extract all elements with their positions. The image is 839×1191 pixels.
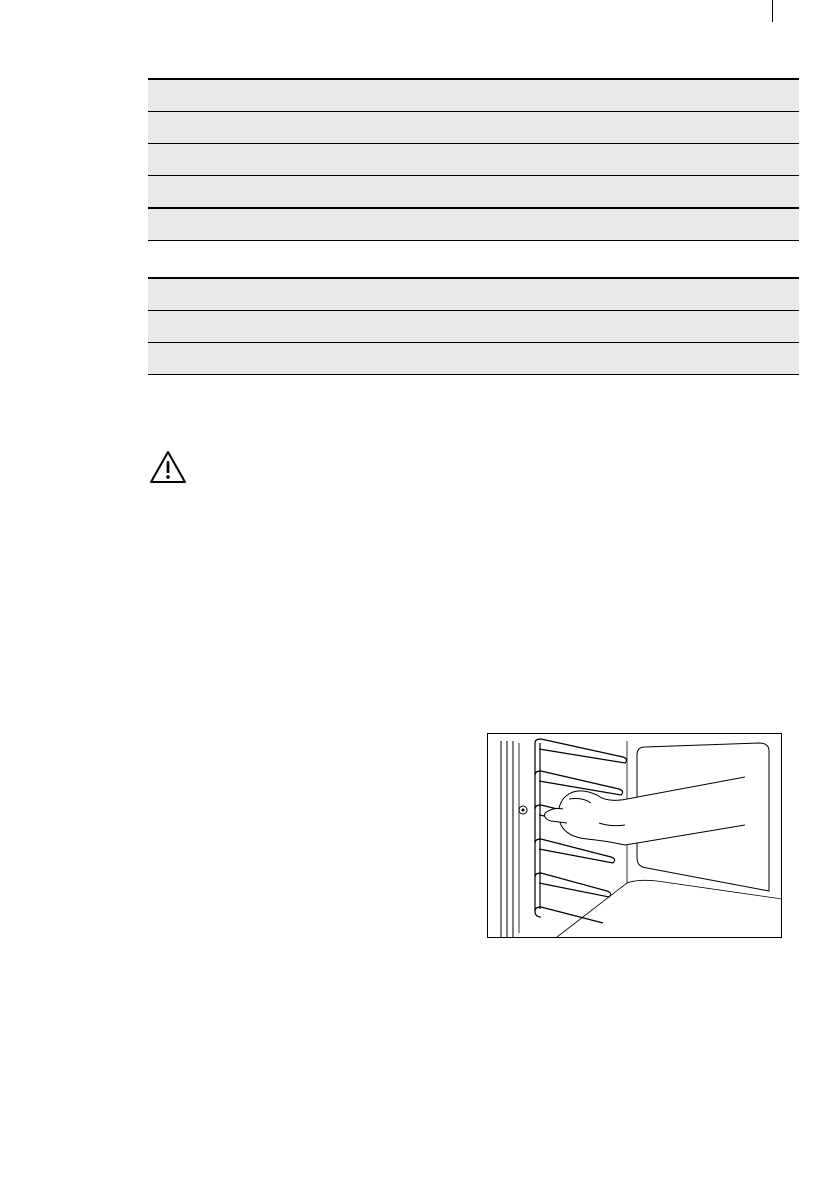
table-cell xyxy=(474,343,800,375)
table-cell xyxy=(148,343,474,375)
table-cell xyxy=(148,311,474,343)
table-cell xyxy=(474,176,800,209)
warning-triangle-icon xyxy=(148,449,188,485)
table-row xyxy=(148,112,799,144)
table-cell xyxy=(148,79,474,112)
table-row xyxy=(148,176,799,209)
table-row xyxy=(148,278,799,311)
table-row xyxy=(148,79,799,112)
table-row xyxy=(148,208,799,241)
table-cell xyxy=(148,278,474,311)
table-cell xyxy=(474,112,800,144)
table-cell xyxy=(474,208,800,241)
table-row xyxy=(148,144,799,176)
oven-shelf-support-removal-illustration xyxy=(487,733,782,938)
table-cell xyxy=(148,144,474,176)
table-cell xyxy=(474,144,800,176)
data-table-1 xyxy=(148,78,799,241)
table-cell xyxy=(474,278,800,311)
table-cell xyxy=(148,208,474,241)
table-cell xyxy=(148,112,474,144)
data-table-2 xyxy=(148,277,799,375)
table-cell xyxy=(474,79,800,112)
crop-mark xyxy=(772,0,773,22)
table-row xyxy=(148,343,799,375)
table-row xyxy=(148,311,799,343)
table-cell xyxy=(474,311,800,343)
table-cell xyxy=(148,176,474,209)
